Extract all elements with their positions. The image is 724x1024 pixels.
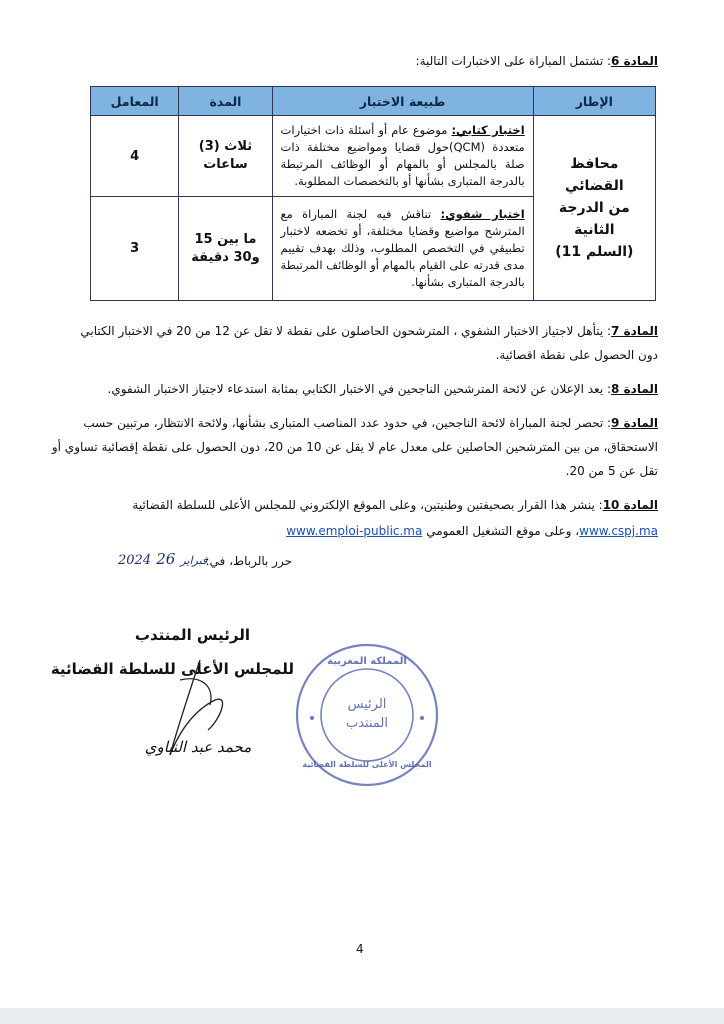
written-duration-2: ساعات [203, 157, 248, 172]
written-exam-title: اختبار كتابي: [451, 123, 525, 137]
stamp-bottom-text: المجلس الأعلى للسلطة القضائية [302, 760, 432, 769]
header-coef: المعامل [91, 87, 179, 116]
stamp-center-2: المنتدب [346, 716, 388, 731]
article-10-label: المادة 10 [602, 498, 658, 512]
article-9-line-3: تقل عن 5 من 20. [565, 464, 658, 478]
article-9-text-1: : تحصر لجنة المباراة لائحة الناجحين، في حدود عدد المناصب المتبارى بشأنها، ولائحة الانتظار، مرتبين حسب [83, 416, 612, 430]
article-10-text-1: : ينشر هذا القرار بصحيفتين وطنيتين، وعلى الموقع الإلكتروني للمجلس الأعلى للسلطة القضائية [132, 498, 603, 512]
signing-date [118, 549, 207, 568]
header-nature: طبيعة الاختبار [272, 87, 533, 116]
cadre-line-1: محافظ القضائي [565, 156, 624, 194]
stamp-center-1: الرئيس [347, 697, 387, 712]
signature-title: الرئيس المنتدب [134, 626, 250, 644]
article-8 [108, 380, 658, 398]
article-10-line-1 [132, 496, 658, 514]
signing-place: حرر بالرباط، في: [205, 554, 292, 568]
written-exam-duration [179, 116, 272, 197]
stamp-top-text: المملكة المغربية [327, 656, 407, 667]
article-10-text-2: ، وعلى موقع التشغيل العمومي [426, 524, 580, 538]
article-7-line-1 [80, 322, 658, 340]
exam-table [90, 86, 656, 301]
date-year: 2024 [118, 553, 152, 568]
date-month: فبراير [180, 554, 208, 567]
footer-band [0, 1008, 724, 1024]
page-number: 4 [356, 942, 364, 956]
header-cadre: الإطار [533, 87, 655, 116]
written-exam-text: موضوع عام أو أسئلة ذات اختيارات متعددة (QCM)حول قضايا ومواضيع مختلفة ذات صلة بالمجلس أو بالمهام أو الوظائف المرتبطة بالدرجة المتبارى بشأنها أو بالتخصصات المطلوبة. [280, 123, 525, 188]
emploi-public-link[interactable]: www.emploi-public.ma [286, 524, 423, 538]
article-10-line-2 [286, 522, 658, 540]
oral-duration-2: و30 دقيقة [191, 249, 260, 265]
signature-council: للمجلس الأعلى للسلطة القضائية [50, 660, 294, 678]
cadre-cell [533, 116, 655, 301]
article-9-line-1 [83, 414, 658, 432]
oral-exam-desc [272, 197, 533, 301]
article-9-line-2: الاستحقاق، من بين المترشحين الحاصلين على معدل عام لا يقل عن 10 من 20، دون الحصول على نقطة إقصائية تساوي أو [51, 440, 658, 454]
article-6 [416, 52, 658, 70]
date-day: 26 [156, 550, 176, 568]
signature-name: محمد عبد النباوي [144, 738, 252, 756]
table-header-row [91, 87, 656, 116]
oral-exam-coef: 3 [91, 197, 179, 301]
article-8-text: : يعد الإعلان عن لائحة المترشحين الناجحين في الاختبار الكتابي بمثابة استدعاء لاجتياز الاختبار الشفوي. [107, 382, 612, 396]
written-exam-desc [272, 116, 533, 197]
oral-exam-text: تناقش فيه لجنة المباراة مع المترشح مواضيع وقضايا مختلفة، أو تخضعه لاختبار تطبيقي في التخصص المطلوب، وذلك بهدف تقييم مدى قدرته على القيام بالمهام أو الوظائف المرتبطة بالدرجة المتبارى بشأنها. [280, 207, 525, 289]
table-row [91, 116, 656, 197]
written-duration-1: ثلاث (3) [198, 139, 253, 154]
article-7-line-2: دون الحصول على نقطة اقصائية. [495, 348, 658, 362]
article-7-label: المادة 7 [611, 324, 658, 338]
article-7-text-1: : يتأهل لاجتياز الاختبار الشفوي ، المترشحون الحاصلون على نقطة لا تقل عن 12 من 20 في الاختبار الكتابي [80, 324, 612, 338]
article-8-label: المادة 8 [611, 382, 658, 396]
article-6-text: : تشتمل المباراة على الاختبارات التالية: [415, 54, 612, 68]
cadre-line-2: من الدرجة الثانية [558, 200, 630, 238]
cspj-link[interactable]: www.cspj.ma [579, 524, 658, 538]
article-9-label: المادة 9 [611, 416, 658, 430]
written-exam-coef: 4 [91, 116, 179, 197]
oral-exam-title: اختبار شفوي: [440, 207, 525, 221]
oral-duration-1: ما بين 15 [194, 231, 257, 247]
cadre-line-3: (السلم 11) [555, 244, 634, 260]
article-6-label: المادة 6 [611, 54, 658, 68]
oral-exam-duration [179, 197, 272, 301]
header-duration: المدة [179, 87, 272, 116]
